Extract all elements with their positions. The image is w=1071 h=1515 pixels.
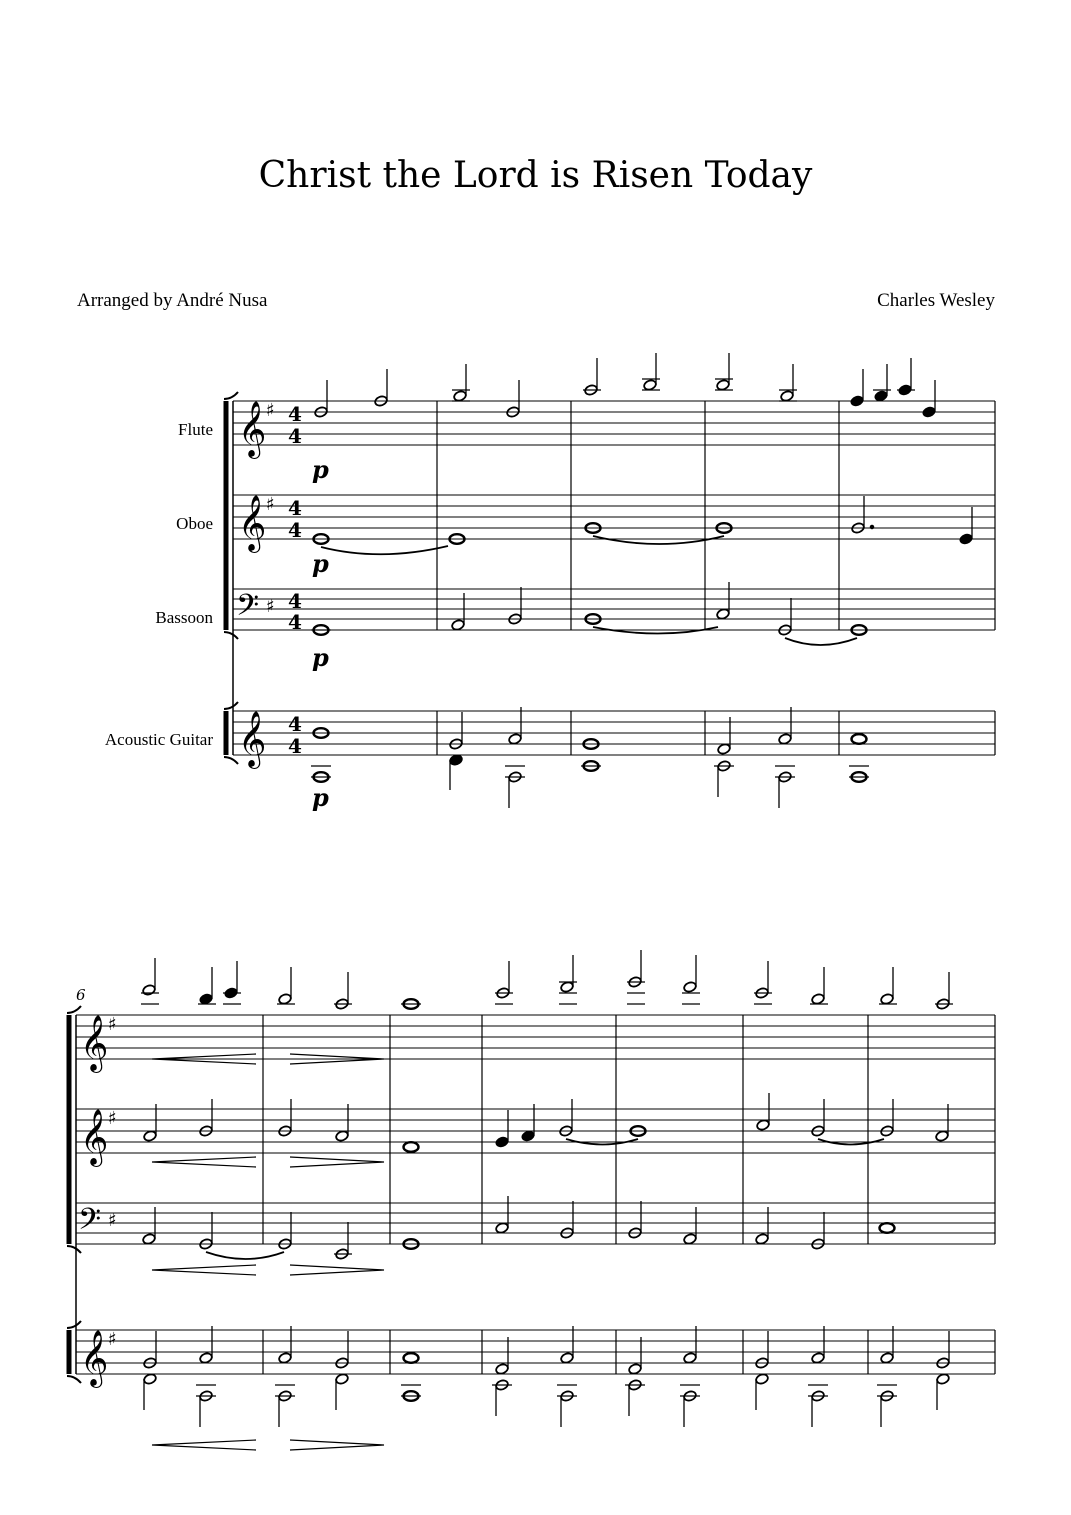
- svg-text:4: 4: [288, 734, 302, 758]
- svg-text:4: 4: [288, 424, 302, 448]
- composer-credit: Charles Wesley: [877, 290, 995, 311]
- svg-text:𝄢: 𝄢: [236, 589, 260, 630]
- instrument-label-bassoon: Bassoon: [155, 608, 213, 627]
- svg-text:4: 4: [288, 610, 302, 634]
- svg-text:4: 4: [288, 589, 302, 613]
- svg-text:𝄞: 𝄞: [238, 401, 267, 457]
- svg-text:♯: ♯: [108, 1210, 117, 1231]
- svg-text:4: 4: [288, 518, 302, 542]
- svg-text:♯: ♯: [108, 1108, 117, 1129]
- instrument-label-guitar: Acoustic Guitar: [104, 730, 213, 749]
- svg-text:♯: ♯: [108, 1014, 117, 1035]
- svg-text:♯: ♯: [266, 494, 275, 515]
- svg-text:p: p: [312, 643, 329, 672]
- svg-text:4: 4: [288, 712, 302, 736]
- svg-text:p: p: [312, 455, 329, 484]
- svg-text:𝄞: 𝄞: [80, 1330, 109, 1386]
- score-title: Christ the Lord is Risen Today: [258, 155, 813, 196]
- svg-text:p: p: [312, 549, 329, 578]
- svg-text:♯: ♯: [266, 596, 275, 617]
- instrument-label-flute: Flute: [178, 420, 213, 439]
- svg-text:4: 4: [288, 402, 302, 426]
- instrument-label-oboe: Oboe: [176, 514, 213, 533]
- arranger-credit: Arranged by André Nusa: [77, 290, 268, 311]
- svg-text:𝄞: 𝄞: [238, 495, 267, 551]
- svg-text:𝄞: 𝄞: [238, 711, 267, 767]
- svg-text:♯: ♯: [108, 1329, 117, 1350]
- svg-text:p: p: [312, 783, 329, 812]
- svg-text:𝄞: 𝄞: [80, 1109, 109, 1165]
- svg-text:𝄞: 𝄞: [80, 1015, 109, 1071]
- svg-text:6: 6: [76, 986, 86, 1004]
- svg-text:♯: ♯: [266, 400, 275, 421]
- svg-text:4: 4: [288, 496, 302, 520]
- svg-text:𝄢: 𝄢: [78, 1203, 102, 1244]
